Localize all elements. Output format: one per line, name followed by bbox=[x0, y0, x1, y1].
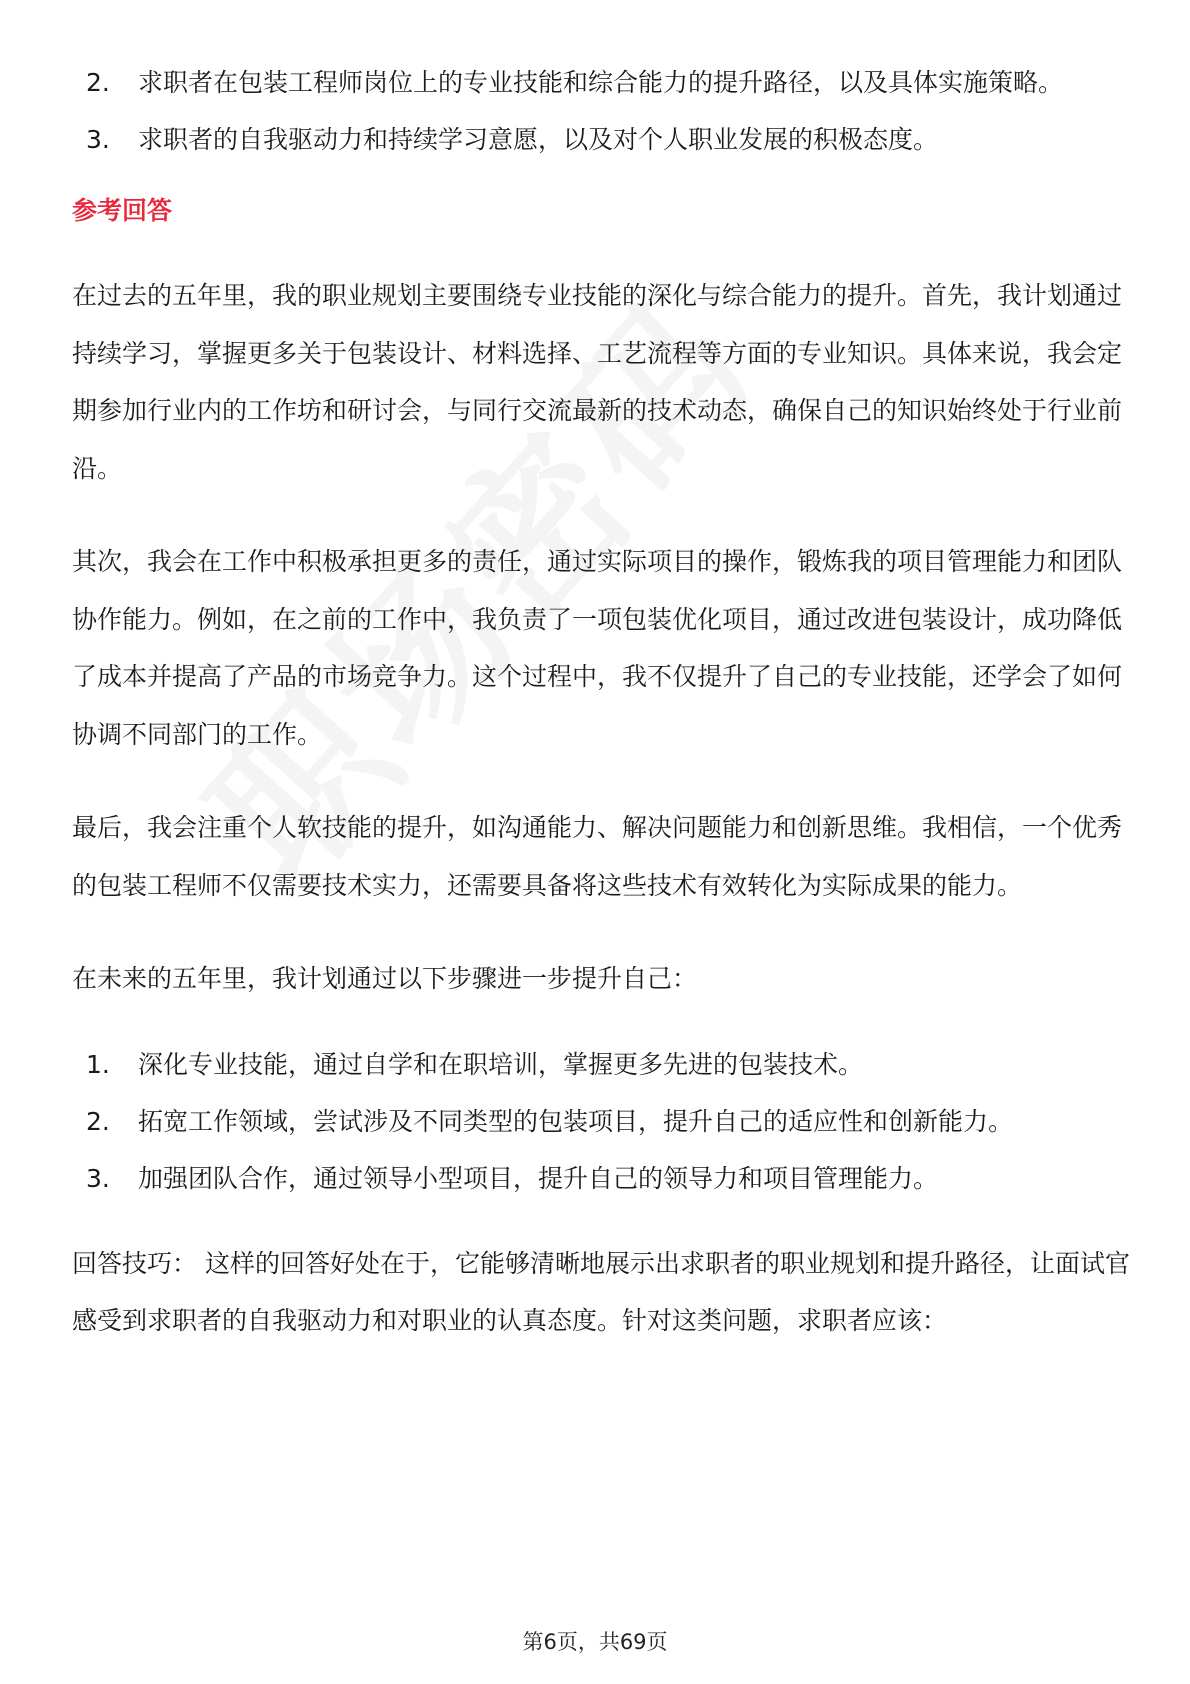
list-number: 1. bbox=[86, 1049, 110, 1079]
section-heading: 参考回答 bbox=[72, 196, 173, 225]
list-text: 求职者的自我驱动力和持续学习意愿，以及对个人职业发展的积极态度。 bbox=[138, 125, 939, 154]
list-text: 深化专业技能，通过自学和在职培训，掌握更多先进的包装技术。 bbox=[138, 1049, 864, 1079]
list-number: 3. bbox=[86, 1163, 110, 1193]
plan-list bbox=[72, 1036, 1132, 1207]
list-number: 2. bbox=[86, 1106, 110, 1136]
answer-paragraph: 在过去的五年里，我的职业规划主要围绕专业技能的深化与综合能力的提升。首先，我计划通过持续学习，掌握更多关于包装设计、材料选择、工艺流程等方面的专业知识。具体来说，我会定期参加行业内的工作坊和研讨会，与同行交流最新的技术动态，确保自己的知识始终处于行业前沿。 bbox=[72, 281, 1123, 483]
list-text: 加强团队合作，通过领导小型项目，提升自己的领导力和项目管理能力。 bbox=[138, 1163, 939, 1193]
list-item bbox=[72, 1036, 1132, 1093]
list-text: 求职者在包装工程师岗位上的专业技能和综合能力的提升路径，以及具体实施策略。 bbox=[138, 68, 1064, 97]
list-text: 拓宽工作领域，尝试涉及不同类型的包装项目，提升自己的适应性和创新能力。 bbox=[138, 1106, 1014, 1136]
answer-paragraph: 在未来的五年里，我计划通过以下步骤进一步提升自己： bbox=[72, 964, 698, 993]
tips-paragraph: 回答技巧： 这样的回答好处在于，它能够清晰地展示出求职者的职业规划和提升路径，让面试官感受到求职者的自我驱动力和对职业的认真态度。针对这类问题，求职者应该： bbox=[72, 1248, 1130, 1335]
answer-paragraph: 最后，我会注重个人软技能的提升，如沟通能力、解决问题能力和创新思维。我相信，一个优秀的包装工程师不仅需要技术实力，还需要具备将这些技术有效转化为实际成果的能力。 bbox=[72, 813, 1123, 900]
page-footer: 第6页，共69页 bbox=[522, 1630, 668, 1654]
list-item bbox=[72, 111, 1132, 168]
list-item bbox=[72, 1150, 1132, 1207]
answer-paragraph: 其次，我会在工作中积极承担更多的责任，通过实际项目的操作，锻炼我的项目管理能力和团队协作能力。例如，在之前的工作中，我负责了一项包装优化项目，通过改进包装设计，成功降低了成本并提高了产品的市场竞争力。这个过程中，我不仅提升了自己的专业技能，还学会了如何协调不同部门的工作。 bbox=[72, 547, 1123, 749]
list-item bbox=[72, 54, 1132, 111]
list-item bbox=[72, 1093, 1132, 1150]
list-number: 3. bbox=[86, 125, 110, 154]
page-content bbox=[72, 54, 1132, 1350]
evaluation-list bbox=[72, 54, 1132, 168]
list-number: 2. bbox=[86, 68, 110, 97]
